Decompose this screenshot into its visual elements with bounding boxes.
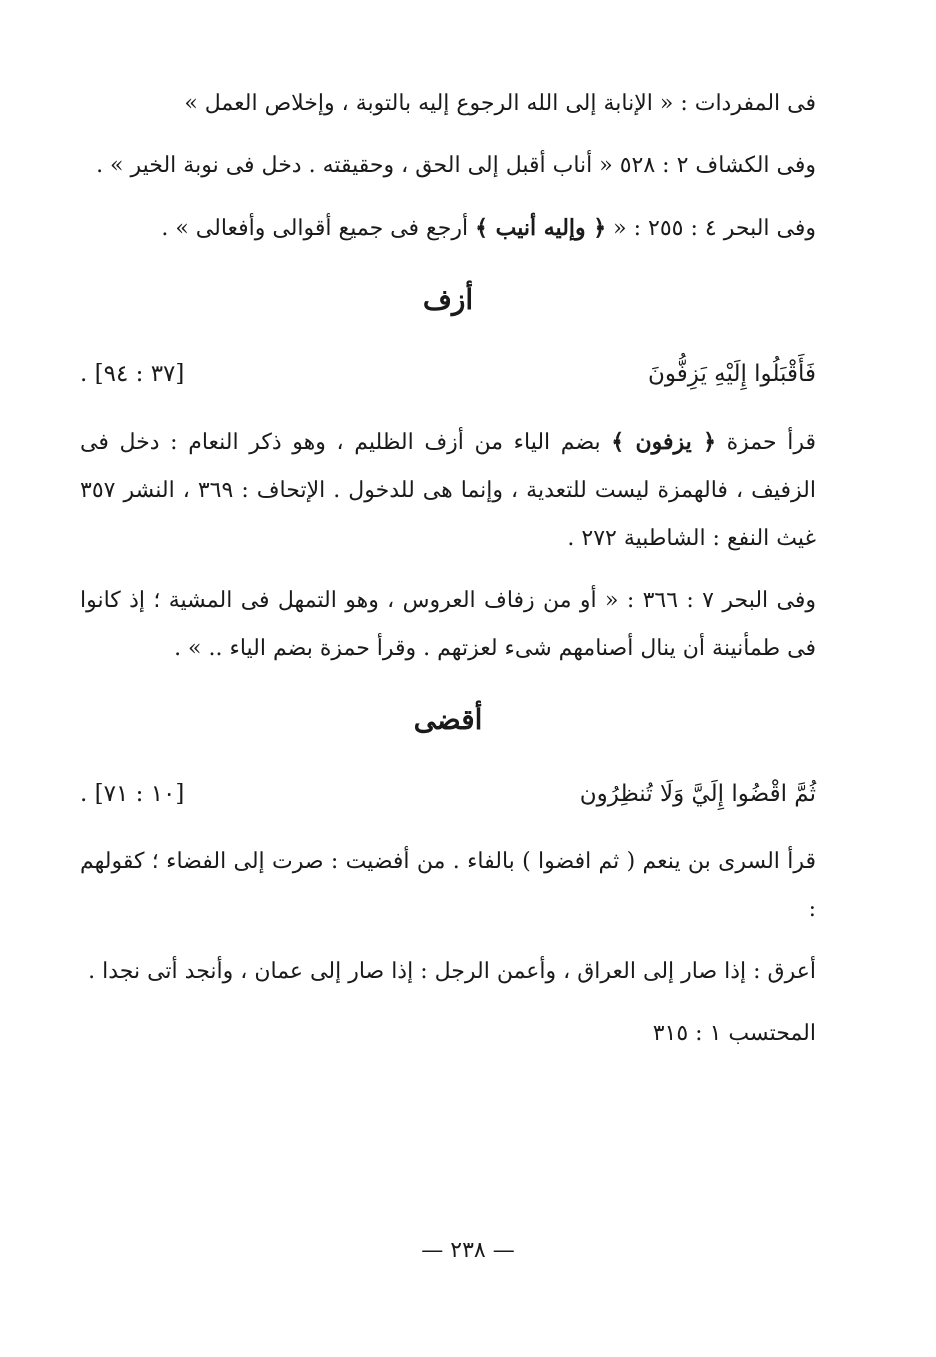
text-segment: وفى البحر ٤ : ٢٥٥ : « bbox=[606, 216, 816, 241]
verse-reference: [١٠ : ٧١] . bbox=[80, 781, 185, 807]
verse-text: ثُمَّ اقْضُوا إِلَيَّ وَلَا تُنظِرُون bbox=[579, 781, 816, 807]
paragraph-hamza-reading bbox=[80, 418, 816, 563]
page-number: — ٢٣٨ — bbox=[421, 1238, 515, 1263]
section-heading-azf: أزف bbox=[422, 283, 474, 316]
text-segment: بضم الياء من أزف الظليم ، وهو ذكر النعام : دخل فى الزفيف ، فالهمزة ليست للتعدية ، وإنما هى للدخول . الإتحاف : ٣٦٩ ، النشر ٣٥٧ غيث النفع : الشاطبية ٢٧٢ . bbox=[80, 430, 816, 551]
paragraph-kashshaf: وفى الكشاف ٢ : ٥٢٨ « أناب أقبل إلى الحق ، وحقيقته . دخل فى نوبة الخير » . bbox=[96, 153, 816, 178]
quran-quote: ﴿ يزفون ﴾ bbox=[611, 429, 716, 455]
verse-line-azf bbox=[80, 350, 816, 398]
verse-reference: [٣٧ : ٩٤] . bbox=[80, 361, 185, 387]
paragraph-bahr-azf: وفى البحر ٧ : ٣٦٦ : « أو من زفاف العروس ، وهو التمهل فى المشية ؛ إذ كانوا فى طمأنينة أن ينال أصنامهم شىء لعزتهم . وقرأ حمزة بضم الياء .. » . bbox=[80, 588, 816, 661]
verse-line-aqda bbox=[80, 770, 816, 818]
verse-text: فَأَقْبَلُوا إِلَيْهِ يَزِفُّونَ bbox=[648, 361, 816, 387]
paragraph-mufradat: فى المفردات : « الإنابة إلى الله الرجوع إليه بالتوبة ، وإخلاص العمل » bbox=[184, 91, 816, 116]
paragraph-bahr bbox=[80, 204, 816, 253]
text-segment: أرجع فى جميع أقوالى وأفعالى » . bbox=[161, 216, 476, 241]
paragraph-source: المحتسب ١ : ٣١٥ bbox=[652, 1021, 816, 1046]
paragraph-sari-reading: قرأ السرى بن ينعم ( ثم افضوا ) بالفاء . من أفضيت : صرت إلى الفضاء ؛ كقولهم : bbox=[80, 849, 816, 922]
quran-quote: ﴿ وإليه أنيب ﴾ bbox=[475, 215, 607, 241]
page-body bbox=[80, 80, 816, 1072]
paragraph-examples: أعرق : إذا صار إلى العراق ، وأعمن الرجل : إذا صار إلى عمان ، وأنجد أتى نجدا . bbox=[88, 959, 816, 984]
section-heading-aqda: أقضى bbox=[413, 703, 483, 736]
text-segment: قرأ حمزة bbox=[715, 430, 816, 455]
